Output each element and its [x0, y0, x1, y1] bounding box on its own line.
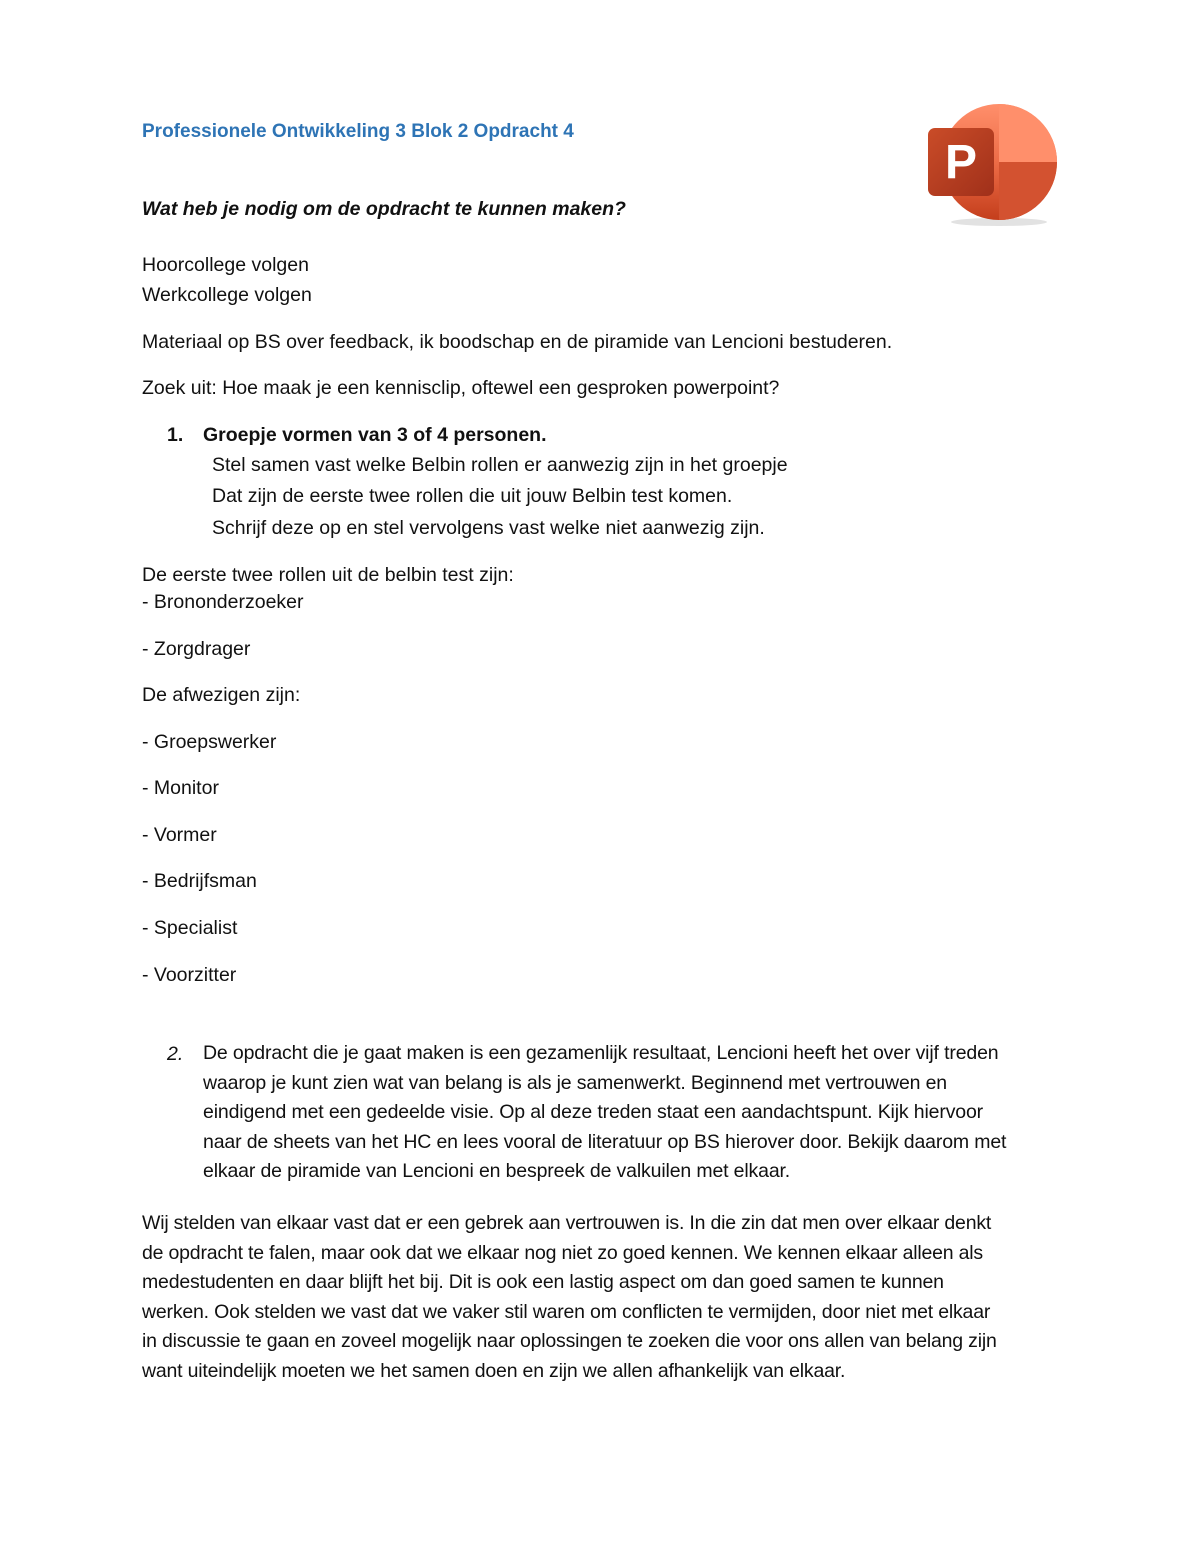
- role-item: - Brononderzoeker: [142, 591, 304, 613]
- step-2-number: 2.: [167, 1043, 184, 1065]
- need-item: Werkcollege volgen: [142, 284, 312, 306]
- answer-line: in discussie te gaan en zoveel mogelijk naar oplossingen te zoeken die voor ons allen van belang zijn: [142, 1330, 997, 1352]
- step-1-line: Stel samen vast welke Belbin rollen er aanwezig zijn in het groepje: [212, 454, 788, 476]
- role-item: - Zorgdrager: [142, 638, 251, 660]
- absent-item: - Bedrijfsman: [142, 870, 257, 892]
- answer-line: de opdracht te falen, maar ook dat we elkaar nog niet zo goed kennen. We kennen elkaar alleen als: [142, 1241, 983, 1264]
- step-2-text: [203, 1039, 1006, 1187]
- answer-line: want uiteindelijk moeten we het samen doen en zijn we allen afhankelijk van elkaar.: [142, 1359, 846, 1382]
- step-2-line: waarop je kunt zien wat van belang is als je samenwerkt. Beginnend met vertrouwen en: [203, 1071, 947, 1094]
- step-1-line: Schrijf deze op en stel vervolgens vast welke niet aanwezig zijn.: [212, 517, 765, 539]
- absent-item: - Voorzitter: [142, 964, 237, 986]
- step-2-line: eindigend met een gedeelde visie. Op al deze treden staat een aandachtspunt. Kijk hiervoor: [203, 1101, 984, 1123]
- step-1-line: Dat zijn de eerste twee rollen die uit jouw Belbin test komen.: [212, 485, 733, 507]
- absent-item: - Monitor: [142, 777, 219, 799]
- step-1-number: 1.: [167, 424, 184, 446]
- absent-intro: De afwezigen zijn:: [142, 684, 301, 706]
- document-title: Professionele Ontwikkeling 3 Blok 2 Opdracht 4: [142, 121, 574, 142]
- answer-line: Wij stelden van elkaar vast dat er een gebrek aan vertrouwen is. In die zin dat men over elkaar denkt: [142, 1212, 992, 1234]
- step-1-heading: Groepje vormen van 3 of 4 personen.: [203, 424, 547, 446]
- absent-item: - Vormer: [142, 824, 217, 846]
- question-heading: Wat heb je nodig om de opdracht te kunnen maken?: [142, 198, 626, 220]
- logo-letter: P: [944, 136, 978, 189]
- answer-line: werken. Ook stelden we vast dat we vaker stil waren om conflicten te vermijden, door niet met elkaar: [142, 1300, 991, 1323]
- absent-item: - Specialist: [142, 917, 238, 939]
- step-2-line: elkaar de piramide van Lencioni en bespreek de valkuilen met elkaar.: [203, 1160, 791, 1182]
- powerpoint-logo-icon: [924, 100, 1064, 230]
- step-2-line: naar de sheets van het HC en lees vooral de literatuur op BS hierover door. Bekijk daarom met: [203, 1130, 1007, 1153]
- absent-item: - Groepswerker: [142, 731, 277, 753]
- answer-line: medestudenten en daar blijft het bij. Dit is ook een lastig aspect om dan goed samen te kunnen: [142, 1271, 944, 1293]
- need-item: Hoorcollege volgen: [142, 254, 309, 276]
- answer-paragraph: [142, 1209, 997, 1386]
- roles-intro: De eerste twee rollen uit de belbin test zijn:: [142, 564, 514, 586]
- step-2-line: De opdracht die je gaat maken is een gezamenlijk resultaat, Lencioni heeft het over vijf treden: [203, 1042, 999, 1064]
- research-text: Zoek uit: Hoe maak je een kennisclip, oftewel een gesproken powerpoint?: [142, 377, 780, 399]
- material-text: Materiaal op BS over feedback, ik boodschap en de piramide van Lencioni bestuderen.: [142, 331, 893, 353]
